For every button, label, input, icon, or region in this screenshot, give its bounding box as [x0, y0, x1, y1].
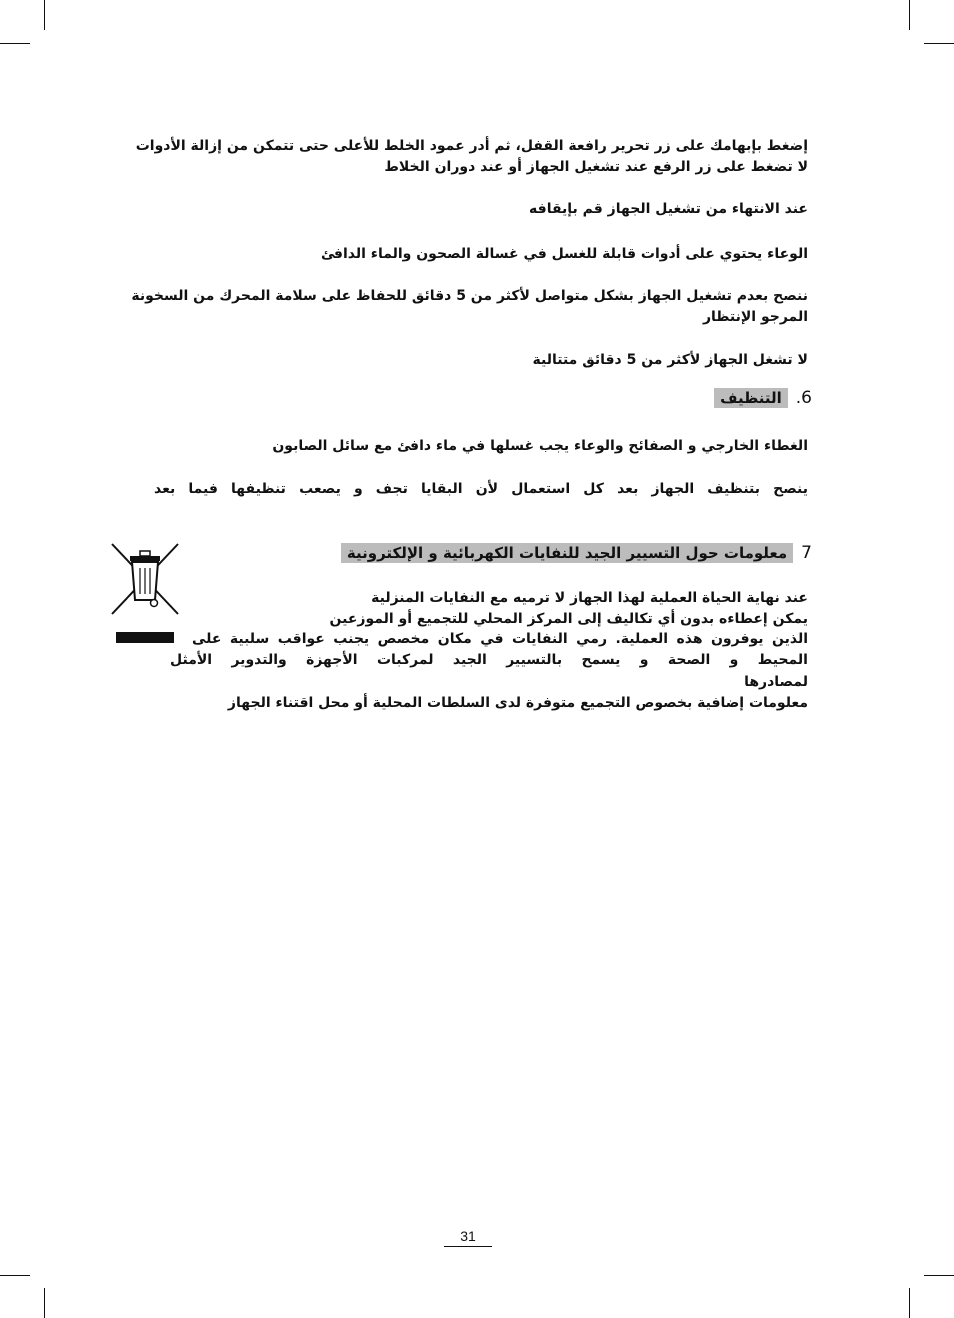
paragraph-line: الوعاء يحتوي على أدوات قابلة للغسل في غسالة الصحون والماء الدافئ [320, 246, 808, 262]
paragraph-line: الذين يوفرون هذه العملية. رمي النفايات في مكان مخصص يجنب عواقب سلبية على [192, 631, 808, 647]
section-7-heading [341, 543, 812, 563]
paragraph-line: إضغط بإبهامك على زر تحرير رافعة القفل، ثم أدر عمود الخلط للأعلى حتى تتمكن من إزالة الأدوات [135, 138, 808, 154]
paragraph-line: المرجو الإنتظار [702, 309, 808, 325]
paragraph-line: يمكن إعطاءه بدون أي تكاليف إلى المركز المحلي للتجميع أو الموزعين [329, 611, 808, 627]
section-6-heading [714, 388, 812, 408]
paragraph-line: عند الانتهاء من تشغيل الجهاز قم بإيقافه [529, 201, 808, 217]
paragraph-line: معلومات إضافية بخصوص التجميع متوفرة لدى السلطات المحلية أو محل اقتناء الجهاز [227, 695, 808, 711]
paragraph-line: ينصح بتنظيف الجهاز بعد كل استعمال لأن البقايا تجف و يصعب تنظيفها فيما بعد [154, 481, 808, 497]
paragraph-line: عند نهاية الحياة العملية لهذا الجهاز لا ترميه مع النفايات المنزلية [371, 590, 808, 606]
crop-mark [909, 0, 910, 30]
paragraph-line: الغطاء الخارجي و الصفائح والوعاء يجب غسلها في ماء دافئ مع سائل الصابون [272, 438, 808, 454]
crop-mark [0, 1275, 30, 1276]
crossed-out-wheelie-bin-icon [110, 542, 180, 616]
paragraph-line: لمصادرها [744, 674, 808, 690]
paragraph-line: لا تضغط على زر الرفع عند تشغيل الجهاز أو عند دوران الخلاط [384, 159, 808, 175]
paragraph-line: لا تشغل الجهاز لأكثر من 5 دقائق متتالية [532, 352, 808, 368]
paragraph-line: ننصح بعدم تشغيل الجهاز بشكل متواصل لأكثر من 5 دقائق للحفاظ على سلامة المحرك من السخونة [131, 288, 808, 304]
crop-mark [44, 1288, 45, 1318]
section-number: 7 [801, 543, 812, 563]
section-title: التنظيف [714, 388, 788, 408]
page-number: 31 [444, 1228, 492, 1247]
section-title: معلومات حول التسيير الجيد للنفايات الكهربائية و الإلكترونية [341, 543, 793, 563]
weee-black-bar [116, 632, 174, 643]
crop-mark [0, 43, 30, 44]
crop-mark [44, 0, 45, 30]
crop-mark [924, 1275, 954, 1276]
crop-mark [924, 43, 954, 44]
section-number: 6. [795, 388, 812, 408]
paragraph-line: المحيط و الصحة و يسمح بالتسيير الجيد لمركبات الأجهزة والتدوير الأمثل [170, 652, 808, 668]
crop-mark [909, 1288, 910, 1318]
